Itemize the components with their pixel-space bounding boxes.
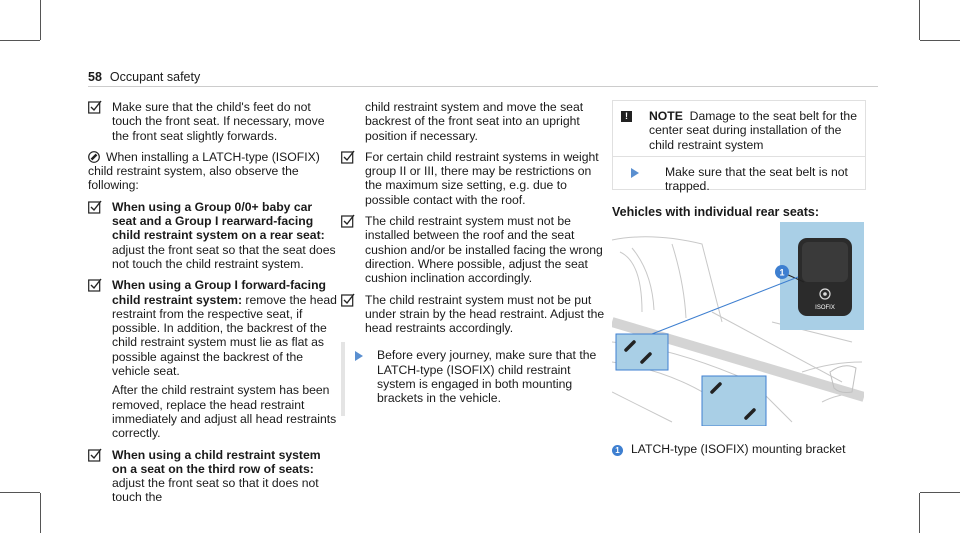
instruction-box xyxy=(341,342,606,415)
checkbox-check-icon xyxy=(88,448,102,462)
checklist-item: The child restraint system must not be installed between the roof and the seat cushion and/or be installed facing the wrong direction. Where possible, adjust the seat cushion inclination accordingly. xyxy=(341,214,606,285)
mounting-bracket-highlight xyxy=(702,376,766,426)
step-arrow-icon xyxy=(631,168,639,178)
checklist-item: When using a Group I forward-facing child restraint system: remove the head restraint from the respective seat, if possible. In addition, the backrest of the child restraint system must lie as flat as possible against the backrest of the vehicle seat. xyxy=(88,278,338,378)
crop-mark xyxy=(0,492,40,493)
step-arrow-icon xyxy=(355,351,363,361)
checkbox-check-icon xyxy=(88,200,102,214)
callout-badge: 1 xyxy=(612,445,623,456)
page-header xyxy=(88,70,200,84)
column-2 xyxy=(341,100,606,416)
checkbox-check-icon xyxy=(88,100,102,114)
warning-exclamation-icon: ! xyxy=(621,111,632,122)
isofix-illustration xyxy=(612,222,864,426)
mounting-bracket-highlight xyxy=(616,334,668,370)
note-box xyxy=(612,100,866,194)
checkbox-check-icon xyxy=(341,150,355,164)
continued-paragraph: child restraint system and move the seat backrest of the front seat into an upright position if necessary. xyxy=(365,100,584,143)
note-label: NOTE xyxy=(649,109,683,123)
header-divider xyxy=(88,86,878,87)
note-header xyxy=(621,109,857,152)
figure-caption: 1 LATCH-type (ISOFIX) mounting bracket xyxy=(612,442,845,456)
column-1 xyxy=(88,100,338,512)
crop-mark xyxy=(40,493,41,533)
crop-mark xyxy=(919,493,920,533)
seat-drawing xyxy=(612,222,864,426)
instruction-step: Before every journey, make sure that the LATCH-type (ISOFIX) child restraint system is engaged in both mounting brackets in the vehicle. xyxy=(353,348,606,405)
crop-mark xyxy=(919,0,920,40)
note-step: Make sure that the seat belt is not trapped. xyxy=(621,165,881,194)
note-text: Damage to the seat belt for the center seat during installation of the child restraint system xyxy=(649,109,857,152)
tip-icon xyxy=(88,151,100,163)
checklist-item: For certain child restraint systems in weight group II or III, there may be restrictions on the maximum size setting, e.g. due to possible contact with the roof. xyxy=(341,150,606,207)
callout-number: 1 xyxy=(779,267,785,278)
checklist-item: Make sure that the child's feet do not touch the front seat. If necessary, move the front seat slightly forwards. xyxy=(88,100,338,143)
section-heading: Vehicles with individual rear seats: xyxy=(612,205,820,219)
checklist-item: The child restraint system must not be put under strain by the head restraint. Adjust the head restraints accordingly. xyxy=(341,293,606,336)
checkbox-check-icon xyxy=(88,278,102,292)
section-title: Occupant safety xyxy=(109,70,201,84)
follow-up-paragraph: After the child restraint system has been removed, replace the head restraint immediately and adjust all head restraints correctly. xyxy=(112,383,337,441)
tip-paragraph: When installing a LATCH-type (ISOFIX) child restraint system, also observe the following: xyxy=(88,149,320,193)
checkbox-check-icon xyxy=(341,293,355,307)
page-number: 58 xyxy=(88,70,102,84)
checkbox-check-icon xyxy=(341,214,355,228)
note-divider xyxy=(613,156,865,157)
isofix-badge-text: ISOFIX xyxy=(815,305,835,311)
crop-mark xyxy=(0,40,40,41)
crop-mark xyxy=(40,0,41,40)
checklist-item: When using a child restraint system on a seat on the third row of seats: adjust the front seat so that it does not touch the xyxy=(88,448,338,505)
crop-mark xyxy=(920,40,960,41)
crop-mark xyxy=(920,492,960,493)
checklist-item: When using a Group 0/0+ baby car seat and a Group I rearward-facing child restraint system on a rear seat: adjust the front seat so that the seat does not touch the child restraint system. xyxy=(88,200,338,271)
